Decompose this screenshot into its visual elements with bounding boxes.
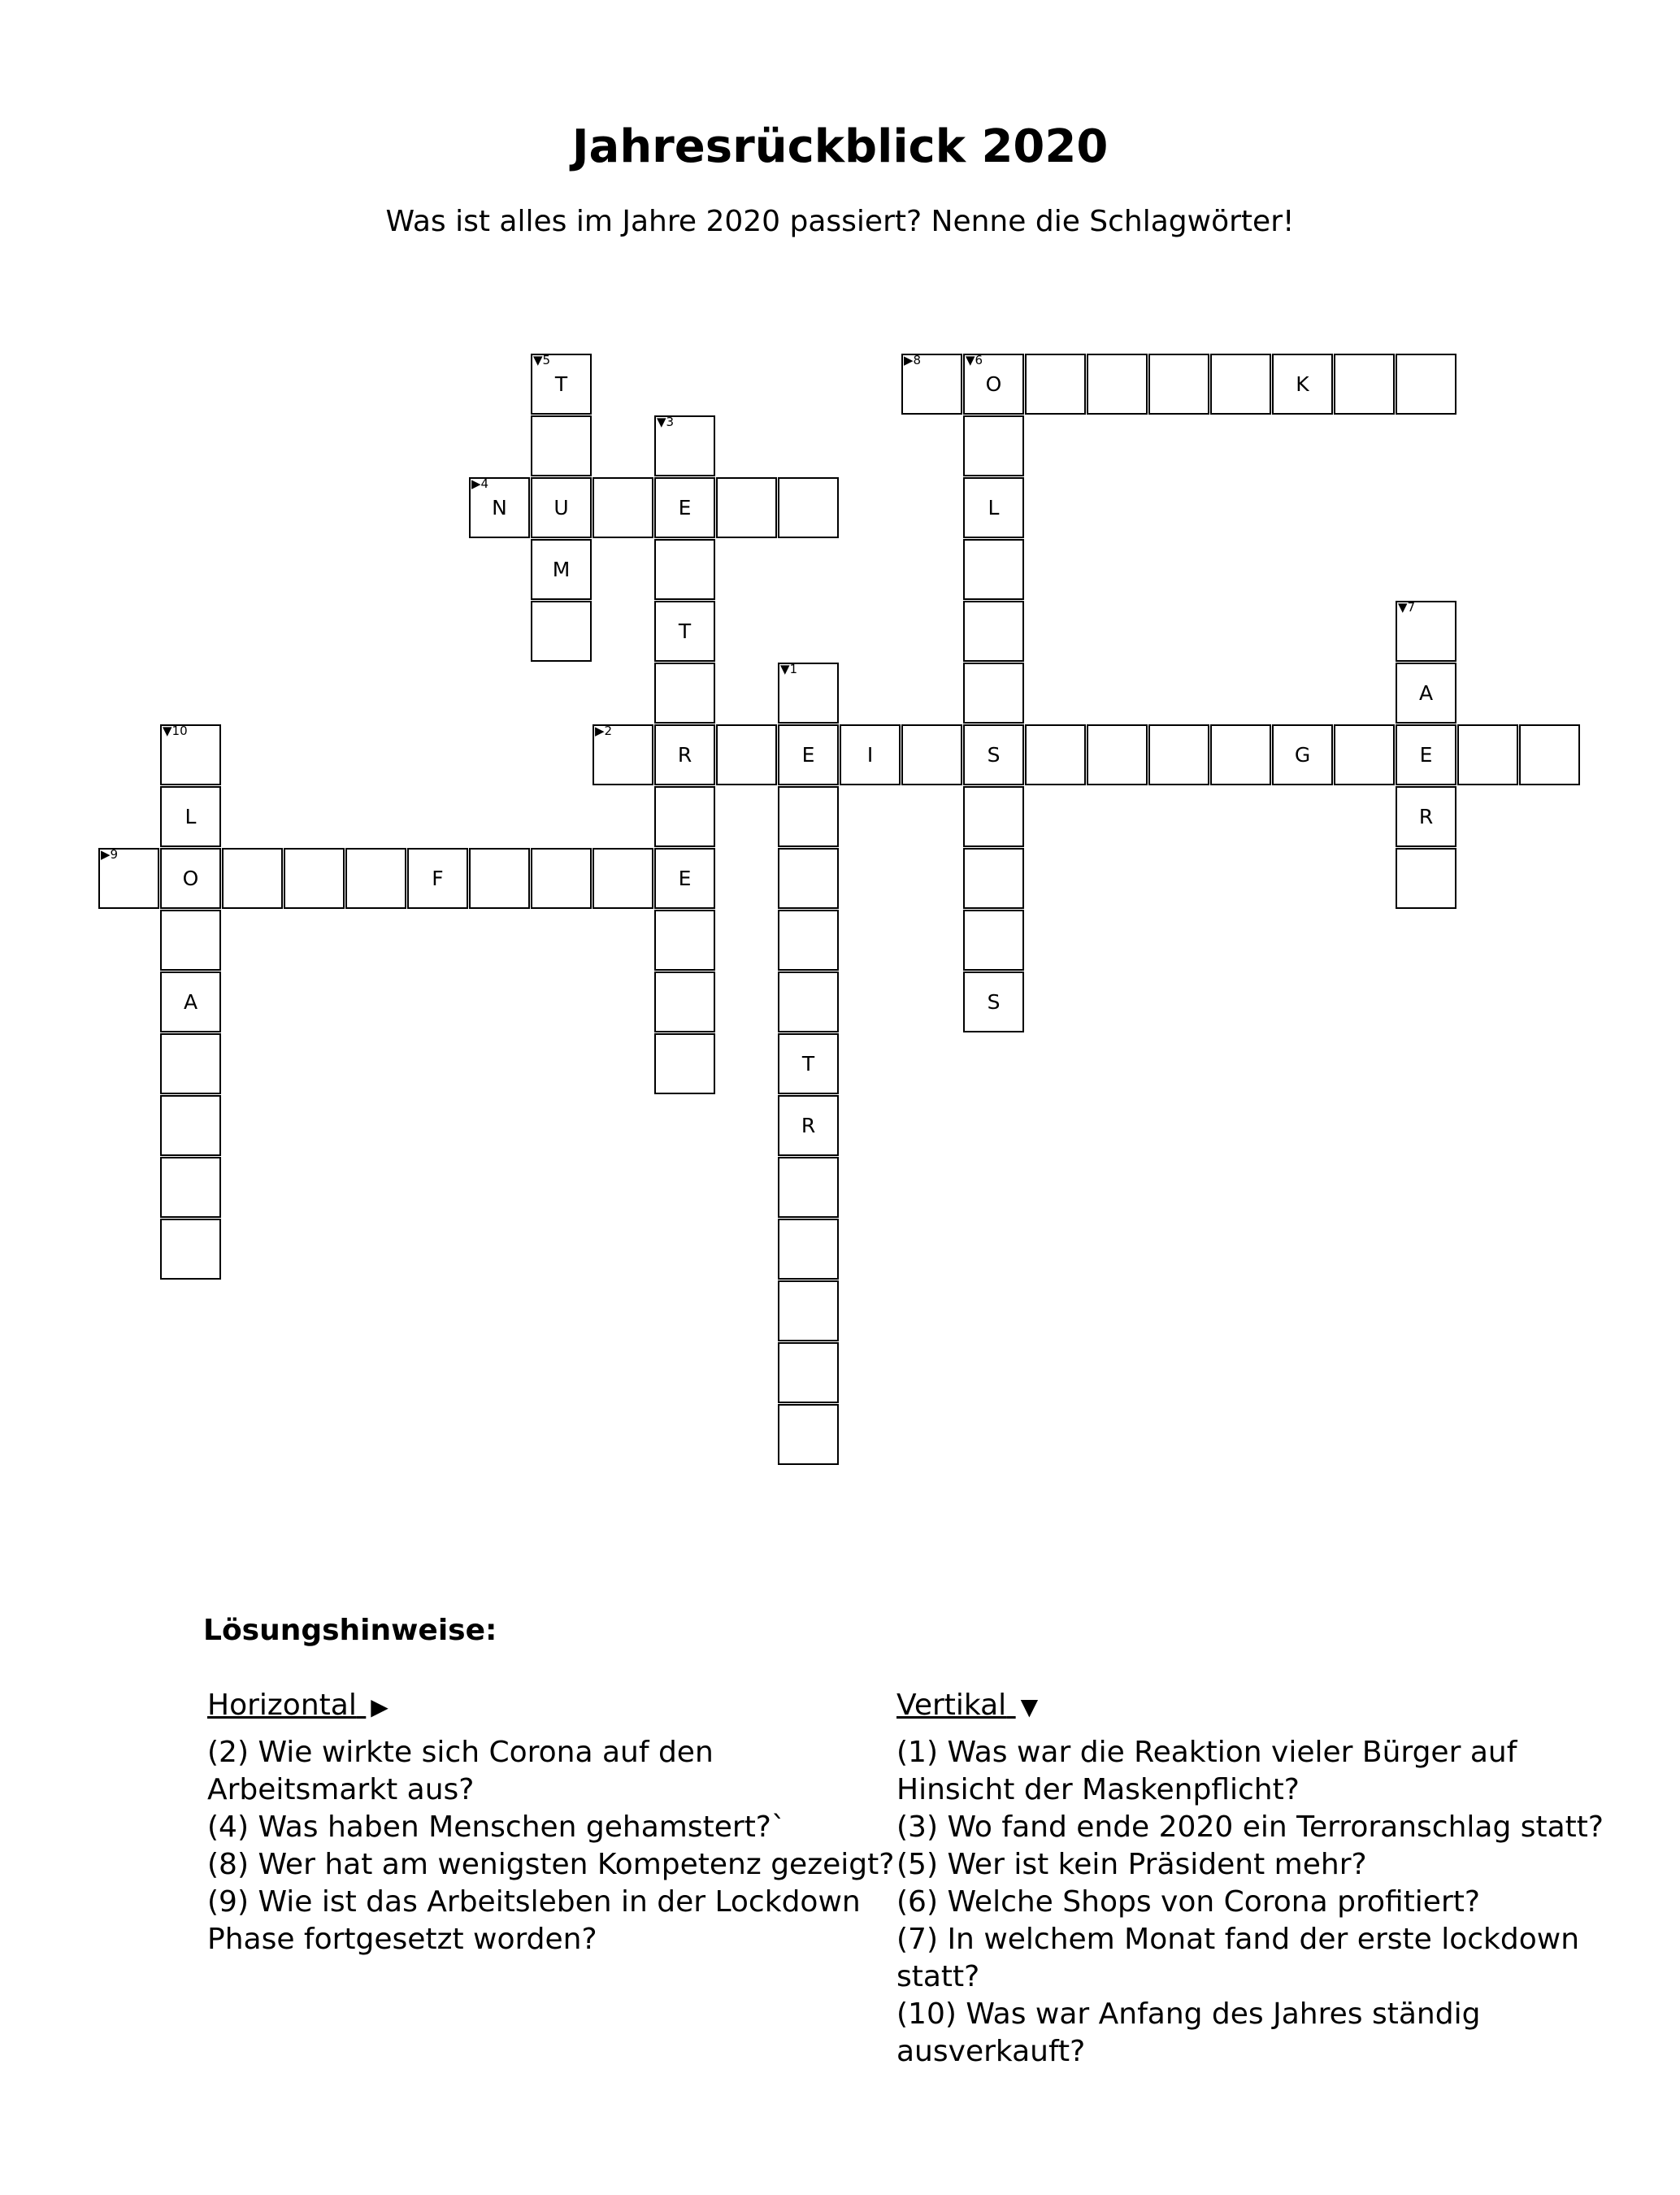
clue-number: ▶2 bbox=[595, 724, 613, 738]
cell-letter: L bbox=[988, 496, 1000, 519]
crossword-cell[interactable] bbox=[963, 724, 1024, 785]
cell-letter: M bbox=[552, 558, 571, 581]
crossword-cell[interactable] bbox=[593, 848, 653, 909]
crossword-cell[interactable] bbox=[654, 663, 715, 724]
cell-letter: G bbox=[1294, 743, 1311, 767]
clue-item: (10) Was war Anfang des Jahres ständig ausverkauft? bbox=[896, 1997, 1481, 2068]
crossword-cell[interactable] bbox=[160, 1157, 221, 1218]
crossword-cell[interactable] bbox=[778, 477, 839, 538]
cell-letter bbox=[779, 973, 837, 1031]
cell-letter: F bbox=[432, 867, 444, 890]
crossword-cell[interactable] bbox=[1396, 663, 1456, 724]
cell-letter bbox=[779, 1282, 837, 1340]
crossword-cell[interactable] bbox=[778, 848, 839, 909]
cell-letter bbox=[224, 850, 281, 907]
cell-letter bbox=[779, 479, 837, 537]
crossword-cell[interactable] bbox=[654, 1033, 715, 1094]
crossword-cell[interactable] bbox=[160, 786, 221, 847]
crossword-cell[interactable] bbox=[1396, 601, 1456, 662]
crossword-cell[interactable] bbox=[654, 786, 715, 847]
cell-letter: E bbox=[678, 496, 692, 519]
cell-letter bbox=[594, 850, 652, 907]
crossword-cell[interactable] bbox=[654, 848, 715, 909]
crossword-cell[interactable] bbox=[160, 1095, 221, 1156]
crossword-cell[interactable] bbox=[778, 1342, 839, 1403]
clue-number: ▼1 bbox=[780, 662, 798, 676]
crossword-cell[interactable] bbox=[778, 1404, 839, 1465]
cell-letter bbox=[779, 1344, 837, 1402]
clue-number: ▶4 bbox=[471, 476, 489, 491]
cell-letter: I bbox=[866, 743, 874, 767]
crossword-cell[interactable] bbox=[963, 848, 1024, 909]
crossword-cell[interactable] bbox=[963, 971, 1024, 1032]
cell-letter: T bbox=[801, 1052, 815, 1076]
crossword-cell[interactable] bbox=[593, 477, 653, 538]
cell-letter bbox=[1088, 726, 1146, 784]
arrow-down-icon: ▼ bbox=[1020, 1693, 1039, 1720]
cell-letter bbox=[1150, 726, 1208, 784]
crossword-cell[interactable] bbox=[531, 477, 592, 538]
cell-letter: O bbox=[182, 867, 199, 890]
crossword-cell[interactable] bbox=[222, 848, 283, 909]
cell-letter bbox=[1212, 355, 1270, 413]
crossword-cell[interactable] bbox=[840, 724, 901, 785]
cell-letter bbox=[1397, 850, 1455, 907]
cell-letter bbox=[285, 850, 343, 907]
crossword-cell[interactable] bbox=[1025, 724, 1086, 785]
cell-letter bbox=[718, 479, 775, 537]
cell-letter: O bbox=[985, 372, 1002, 396]
crossword-cell[interactable] bbox=[160, 1033, 221, 1094]
cell-letter bbox=[1521, 726, 1578, 784]
horizontal-clues-header bbox=[207, 1687, 898, 1726]
clue-number: ▼7 bbox=[1398, 600, 1416, 615]
cell-letter bbox=[965, 664, 1022, 722]
vertical-clues-header bbox=[896, 1687, 1628, 1726]
crossword-cell[interactable] bbox=[778, 663, 839, 724]
crossword-cell[interactable] bbox=[1210, 724, 1271, 785]
crossword-cell[interactable] bbox=[1087, 724, 1148, 785]
cell-letter bbox=[656, 417, 714, 475]
cell-letter bbox=[779, 1406, 837, 1463]
crossword-cell[interactable] bbox=[284, 848, 345, 909]
clue-number: ▶9 bbox=[101, 847, 119, 862]
crossword-cell[interactable] bbox=[963, 663, 1024, 724]
cell-letter: E bbox=[1419, 743, 1433, 767]
clue-item: (7) In welchem Monat fand der erste lockdown statt? bbox=[896, 1923, 1580, 1993]
cell-letter bbox=[965, 850, 1022, 907]
vertical-clue-list bbox=[896, 1734, 1628, 2071]
crossword-cell[interactable] bbox=[531, 539, 592, 600]
cell-letter bbox=[162, 911, 219, 969]
cell-letter: L bbox=[184, 805, 197, 828]
crossword-cell[interactable] bbox=[963, 354, 1024, 415]
clue-item: (9) Wie ist das Arbeitsleben in der Lockdown Phase fortgesetzt worden? bbox=[207, 1885, 861, 1956]
solution-heading: Lösungshinweise: bbox=[203, 1614, 497, 1647]
crossword-cell[interactable] bbox=[469, 477, 530, 538]
cell-letter bbox=[779, 1220, 837, 1278]
cell-letter bbox=[532, 417, 590, 475]
crossword-cell[interactable] bbox=[778, 724, 839, 785]
crossword-cell[interactable] bbox=[531, 354, 592, 415]
cell-letter: K bbox=[1296, 372, 1309, 396]
horizontal-clue-list bbox=[207, 1734, 898, 1958]
cell-letter bbox=[779, 1158, 837, 1216]
clue-number: ▶8 bbox=[904, 353, 922, 367]
cell-letter: A bbox=[183, 990, 198, 1014]
clue-item: (3) Wo fand ende 2020 ein Terroranschlag statt? bbox=[896, 1810, 1604, 1844]
cell-letter bbox=[656, 664, 714, 722]
cell-letter: T bbox=[554, 372, 568, 396]
crossword-cell[interactable] bbox=[963, 601, 1024, 662]
crossword-cell[interactable] bbox=[531, 848, 592, 909]
crossword-cell[interactable] bbox=[160, 971, 221, 1032]
cell-letter: N bbox=[492, 496, 507, 519]
crossword-cell[interactable] bbox=[778, 786, 839, 847]
crossword-cell[interactable] bbox=[963, 539, 1024, 600]
cell-letter bbox=[965, 911, 1022, 969]
vertical-clues bbox=[896, 1687, 1628, 2071]
crossword-cell[interactable] bbox=[98, 848, 159, 909]
cell-letter: U bbox=[553, 496, 569, 519]
clue-number: ▼10 bbox=[163, 724, 188, 738]
crossword-cell[interactable] bbox=[1025, 354, 1086, 415]
cell-letter: R bbox=[801, 1114, 816, 1137]
cell-letter bbox=[779, 788, 837, 845]
crossword-cell[interactable] bbox=[963, 786, 1024, 847]
cell-letter bbox=[100, 850, 158, 907]
crossword-cell[interactable] bbox=[963, 910, 1024, 971]
cell-letter bbox=[779, 911, 837, 969]
crossword-cell[interactable] bbox=[654, 601, 715, 662]
crossword-cell[interactable] bbox=[1272, 724, 1333, 785]
crossword-cell[interactable] bbox=[1087, 354, 1148, 415]
crossword-cell[interactable] bbox=[160, 848, 221, 909]
crossword-cell[interactable] bbox=[654, 724, 715, 785]
crossword-cell[interactable] bbox=[963, 415, 1024, 476]
cell-letter: S bbox=[987, 990, 1001, 1014]
cell-letter: E bbox=[678, 867, 692, 890]
cell-letter bbox=[162, 726, 219, 784]
arrow-right-icon: ▶ bbox=[371, 1693, 389, 1720]
crossword-cell[interactable] bbox=[963, 477, 1024, 538]
cell-letter: R bbox=[1418, 805, 1434, 828]
cell-letter bbox=[347, 850, 405, 907]
crossword-cell[interactable] bbox=[160, 1219, 221, 1280]
cell-letter bbox=[965, 602, 1022, 660]
cell-letter bbox=[471, 850, 528, 907]
cell-letter bbox=[656, 911, 714, 969]
page-subtitle: Was ist alles im Jahre 2020 passiert? Nenne die Schlagwörter! bbox=[385, 205, 1295, 238]
cell-letter: R bbox=[677, 743, 692, 767]
cell-letter: T bbox=[678, 619, 692, 643]
cell-letter bbox=[903, 355, 961, 413]
clue-number: ▼3 bbox=[657, 415, 675, 429]
crossword-cell[interactable] bbox=[778, 910, 839, 971]
cell-letter bbox=[162, 1097, 219, 1154]
crossword-cell[interactable] bbox=[1519, 724, 1580, 785]
cell-letter bbox=[1212, 726, 1270, 784]
clue-item: (6) Welche Shops von Corona profitiert? bbox=[896, 1885, 1480, 1919]
horizontal-label: Horizontal bbox=[207, 1689, 357, 1722]
cell-letter bbox=[965, 788, 1022, 845]
crossword-cell[interactable] bbox=[778, 1157, 839, 1218]
page-title: Jahresrückblick 2020 bbox=[571, 120, 1109, 173]
clue-item: (5) Wer ist kein Präsident mehr? bbox=[896, 1848, 1367, 1881]
crossword-cell[interactable] bbox=[407, 848, 468, 909]
crossword-cell[interactable] bbox=[1334, 354, 1395, 415]
crossword-cell[interactable] bbox=[345, 848, 406, 909]
cell-letter bbox=[1335, 355, 1393, 413]
cell-letter bbox=[656, 541, 714, 598]
crossword-cell[interactable] bbox=[531, 601, 592, 662]
cell-letter bbox=[1027, 726, 1084, 784]
crossword-cell[interactable] bbox=[1396, 354, 1456, 415]
cell-letter bbox=[1459, 726, 1517, 784]
cell-letter bbox=[656, 788, 714, 845]
cell-letter bbox=[532, 850, 590, 907]
cell-letter bbox=[594, 479, 652, 537]
crossword-cell[interactable] bbox=[160, 724, 221, 785]
cell-letter bbox=[162, 1220, 219, 1278]
vertical-label: Vertikal bbox=[896, 1689, 1007, 1722]
crossword-cell[interactable] bbox=[1334, 724, 1395, 785]
cell-letter bbox=[656, 973, 714, 1031]
crossword-cell[interactable] bbox=[1148, 724, 1209, 785]
crossword-cell[interactable] bbox=[778, 1033, 839, 1094]
crossword-cell[interactable] bbox=[654, 910, 715, 971]
cell-letter bbox=[162, 1035, 219, 1093]
crossword-cell[interactable] bbox=[654, 971, 715, 1032]
crossword-cell[interactable] bbox=[469, 848, 530, 909]
crossword-cell[interactable] bbox=[778, 971, 839, 1032]
crossword-cell[interactable] bbox=[716, 477, 777, 538]
crossword-cell[interactable] bbox=[654, 415, 715, 476]
cell-letter bbox=[162, 1158, 219, 1216]
crossword-cell[interactable] bbox=[654, 477, 715, 538]
crossword-cell[interactable] bbox=[1396, 786, 1456, 847]
clue-number: ▼6 bbox=[966, 353, 983, 367]
cell-letter bbox=[1335, 726, 1393, 784]
cell-letter bbox=[718, 726, 775, 784]
cell-letter bbox=[779, 664, 837, 722]
cell-letter: A bbox=[1418, 681, 1434, 705]
crossword-cell[interactable] bbox=[716, 724, 777, 785]
crossword-cell[interactable] bbox=[654, 539, 715, 600]
cell-letter bbox=[965, 417, 1022, 475]
cell-letter bbox=[1397, 355, 1455, 413]
cell-letter bbox=[1397, 602, 1455, 660]
clue-item: (2) Wie wirkte sich Corona auf den Arbeitsmarkt aus? bbox=[207, 1736, 714, 1806]
cell-letter: E bbox=[801, 743, 815, 767]
clue-number: ▼5 bbox=[533, 353, 551, 367]
cell-letter bbox=[1088, 355, 1146, 413]
cell-letter bbox=[656, 1035, 714, 1093]
horizontal-clues bbox=[207, 1687, 898, 1958]
cell-letter bbox=[779, 850, 837, 907]
cell-letter bbox=[532, 602, 590, 660]
cell-letter bbox=[965, 541, 1022, 598]
clue-item: (4) Was haben Menschen gehamstert?` bbox=[207, 1810, 786, 1844]
cell-letter bbox=[594, 726, 652, 784]
cell-letter: S bbox=[987, 743, 1001, 767]
crossword-cell[interactable] bbox=[778, 1280, 839, 1341]
cell-letter bbox=[1027, 355, 1084, 413]
crossword-cell[interactable] bbox=[160, 910, 221, 971]
crossword-cell[interactable] bbox=[1148, 354, 1209, 415]
crossword-cell[interactable] bbox=[1457, 724, 1518, 785]
cell-letter bbox=[1150, 355, 1208, 413]
crossword-cell[interactable] bbox=[778, 1219, 839, 1280]
cell-letter bbox=[903, 726, 961, 784]
clue-item: (1) Was war die Reaktion vieler Bürger auf Hinsicht der Maskenpflicht? bbox=[896, 1736, 1517, 1806]
crossword-cell[interactable] bbox=[901, 354, 962, 415]
crossword-cell[interactable] bbox=[1272, 354, 1333, 415]
crossword-cell[interactable] bbox=[593, 724, 653, 785]
crossword-cell[interactable] bbox=[901, 724, 962, 785]
crossword-cell[interactable] bbox=[1210, 354, 1271, 415]
clue-item: (8) Wer hat am wenigsten Kompetenz gezeigt? bbox=[207, 1848, 895, 1881]
crossword-cell[interactable] bbox=[778, 1095, 839, 1156]
crossword-cell[interactable] bbox=[1396, 724, 1456, 785]
crossword-cell[interactable] bbox=[531, 415, 592, 476]
crossword-cell[interactable] bbox=[1396, 848, 1456, 909]
